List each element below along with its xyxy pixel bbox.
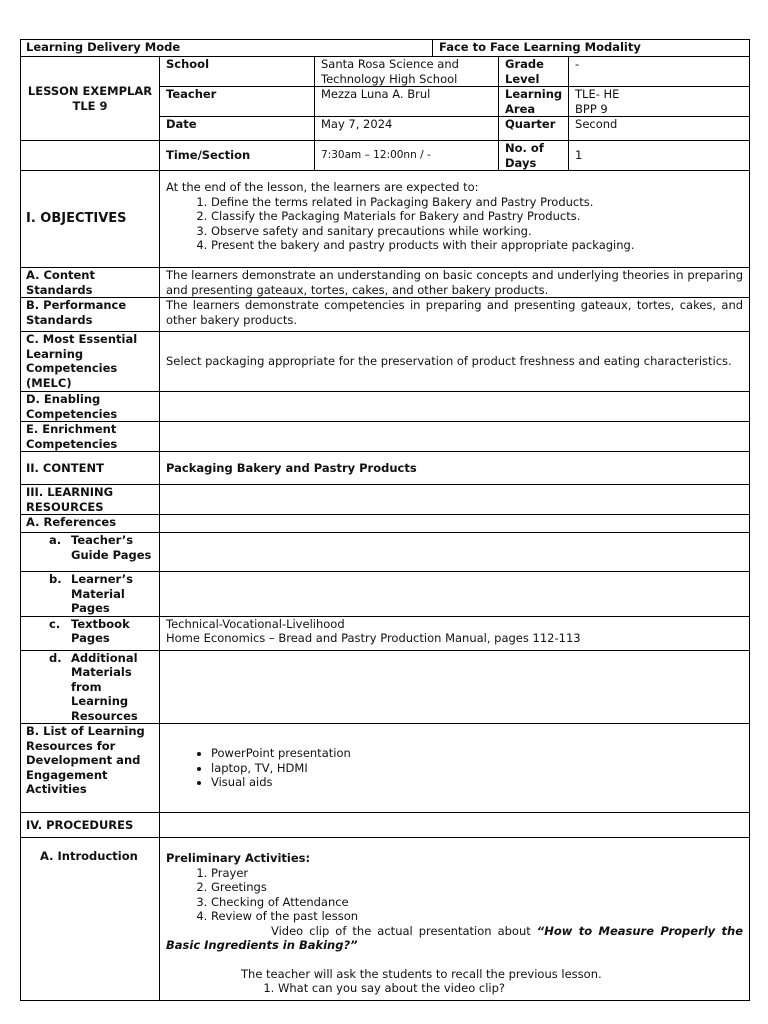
performance-standards-row — [21, 298, 750, 332]
references-value — [160, 515, 750, 533]
melc-row — [21, 332, 750, 392]
quarter-value: Second — [569, 117, 750, 141]
objectives-intro: At the end of the lesson, the learners are expected to: — [166, 180, 479, 194]
content-label: II. CONTENT — [21, 452, 160, 485]
learners-material-number: b. — [49, 572, 62, 586]
grade-level-value: - — [569, 57, 750, 87]
melc-label: C. Most Essential Learning Competencies (MELC) — [21, 332, 160, 392]
performance-standards-value: The learners demonstrate competencies in preparing and presenting gateaux, tortes, cakes, and other bakery products. — [160, 298, 750, 332]
recall-text: The teacher will ask the students to recall the previous lesson. — [241, 966, 602, 981]
school-row — [21, 57, 750, 87]
learning-area-label: Learning Area — [499, 87, 569, 117]
learners-material-label-cell — [21, 572, 160, 617]
enabling-row — [21, 392, 750, 422]
modality-value: Face to Face Learning Modality — [433, 40, 750, 57]
time-value: 7:30am – 12:00nn / - — [315, 141, 499, 171]
enabling-label: D. Enabling Competencies — [21, 392, 160, 422]
video-paragraph — [166, 924, 743, 953]
textbook-number: c. — [49, 616, 61, 631]
time-row — [21, 141, 750, 171]
textbook-line1: Technical-Vocational-Livelihood — [166, 616, 345, 631]
objective-item: 2. Classify the Packaging Materials for Bakery and Pastry Products. — [211, 209, 743, 224]
preliminary-list — [166, 866, 743, 924]
enrichment-label: E. Enrichment Competencies — [21, 422, 160, 452]
textbook-line2: Home Economics – Bread and Pastry Production Manual, pages 112-113 — [166, 631, 581, 645]
days-value: 1 — [569, 141, 750, 171]
exemplar-title-cell — [21, 57, 160, 141]
video-title: “How to Measure Properly the Basic Ingredients in Baking?” — [166, 923, 744, 952]
date-value: May 7, 2024 — [315, 117, 499, 141]
resource-item: • laptop, TV, HDMI — [211, 761, 743, 776]
textbook-label: Textbook Pages — [71, 616, 130, 645]
list-resources-value — [160, 724, 750, 813]
introduction-cell — [160, 838, 750, 1001]
list-resources-row — [21, 724, 750, 813]
exemplar-title: LESSON EXEMPLAR — [27, 84, 153, 98]
learning-area-line2: BPP 9 — [575, 101, 608, 116]
learners-material-row — [21, 572, 750, 617]
preliminary-item: 1. Prayer — [211, 866, 743, 881]
time-row-blank — [21, 141, 160, 171]
teacher-value: Mezza Luna A. Brul — [315, 87, 499, 117]
resources-bullet-list — [166, 746, 743, 790]
objective-item: 1. Define the terms related in Packaging Bakery and Pastry Products. — [211, 195, 743, 210]
quarter-label: Quarter — [499, 117, 569, 141]
learning-resources-label: III. LEARNING RESOURCES — [21, 485, 160, 515]
school-label: School — [160, 57, 315, 87]
objective-item: 3. Observe safety and sanitary precautions while working. — [211, 224, 743, 239]
learning-resources-value — [160, 485, 750, 515]
grade-level-label: Grade Level — [499, 57, 569, 87]
melc-value: Select packaging appropriate for the preservation of product freshness and eating characteristics. — [160, 332, 750, 392]
date-label: Date — [160, 117, 315, 141]
procedures-label: IV. PROCEDURES — [21, 813, 160, 838]
enrichment-value — [160, 422, 750, 452]
introduction-label: A. Introduction — [21, 838, 160, 1001]
teachers-guide-row — [21, 533, 750, 572]
delivery-mode-row — [21, 40, 750, 57]
content-standards-label: A. Content Standards — [21, 268, 160, 298]
introduction-row — [21, 838, 750, 1001]
list-resources-label: B. List of Learning Resources for Development and Engagement Activities — [21, 724, 160, 813]
learning-area-line1: TLE- HE — [575, 87, 620, 101]
learning-area-value — [569, 87, 750, 117]
procedures-value — [160, 813, 750, 838]
teachers-guide-label-cell — [21, 533, 160, 572]
content-standards-row — [21, 268, 750, 298]
lesson-exemplar-table — [20, 39, 750, 1001]
exemplar-subject: TLE 9 — [72, 98, 108, 113]
learners-material-value — [160, 572, 750, 617]
content-standards-value: The learners demonstrate an understanding on basic concepts and underlying theories in preparing and presenting gateaux, tortes, cakes, and other bakery products. — [160, 268, 750, 298]
additional-materials-value — [160, 650, 750, 724]
days-label: No. of Days — [499, 141, 569, 171]
objectives-row — [21, 171, 750, 268]
references-label: A. References — [21, 515, 160, 533]
content-row — [21, 452, 750, 485]
objectives-cell — [160, 171, 750, 268]
school-value: Santa Rosa Science and Technology High School — [315, 57, 499, 87]
enabling-value — [160, 392, 750, 422]
textbook-label-cell — [21, 616, 160, 650]
objectives-list — [166, 195, 743, 253]
recall-questions — [166, 981, 743, 996]
recall-question: 1. What can you say about the video clip? — [278, 981, 743, 996]
references-row — [21, 515, 750, 533]
delivery-mode-label: Learning Delivery Mode — [21, 40, 433, 57]
performance-standards-label: B. Performance Standards — [21, 298, 160, 332]
teacher-label: Teacher — [160, 87, 315, 117]
preliminary-item: 4. Review of the past lesson — [211, 909, 743, 924]
enrichment-row — [21, 422, 750, 452]
time-label: Time/Section — [160, 141, 315, 171]
objective-item: 4. Present the bakery and pastry products with their appropriate packaging. — [211, 238, 743, 253]
resource-item: • PowerPoint presentation — [211, 746, 743, 761]
preliminary-item: 3. Checking of Attendance — [211, 895, 743, 910]
resource-item: • Visual aids — [211, 775, 743, 790]
learners-material-label: Learner’s Material Pages — [71, 572, 133, 615]
preliminary-item: 2. Greetings — [211, 880, 743, 895]
learning-resources-row — [21, 485, 750, 515]
textbook-row — [21, 616, 750, 650]
video-text: Video clip of the actual presentation about — [271, 923, 537, 938]
additional-materials-label-cell — [21, 650, 160, 724]
additional-materials-row — [21, 650, 750, 724]
objectives-label: I. OBJECTIVES — [21, 171, 160, 268]
teachers-guide-number: a. — [49, 533, 62, 547]
procedures-row — [21, 813, 750, 838]
teachers-guide-label: Teacher’s Guide Pages — [71, 533, 152, 562]
additional-materials-number: d. — [49, 650, 62, 665]
additional-materials-label: Additional Materials from Learning Resources — [71, 650, 138, 723]
textbook-value — [160, 616, 750, 650]
preliminary-title: Preliminary Activities: — [166, 851, 311, 865]
content-value: Packaging Bakery and Pastry Products — [160, 452, 750, 485]
teachers-guide-value — [160, 533, 750, 572]
